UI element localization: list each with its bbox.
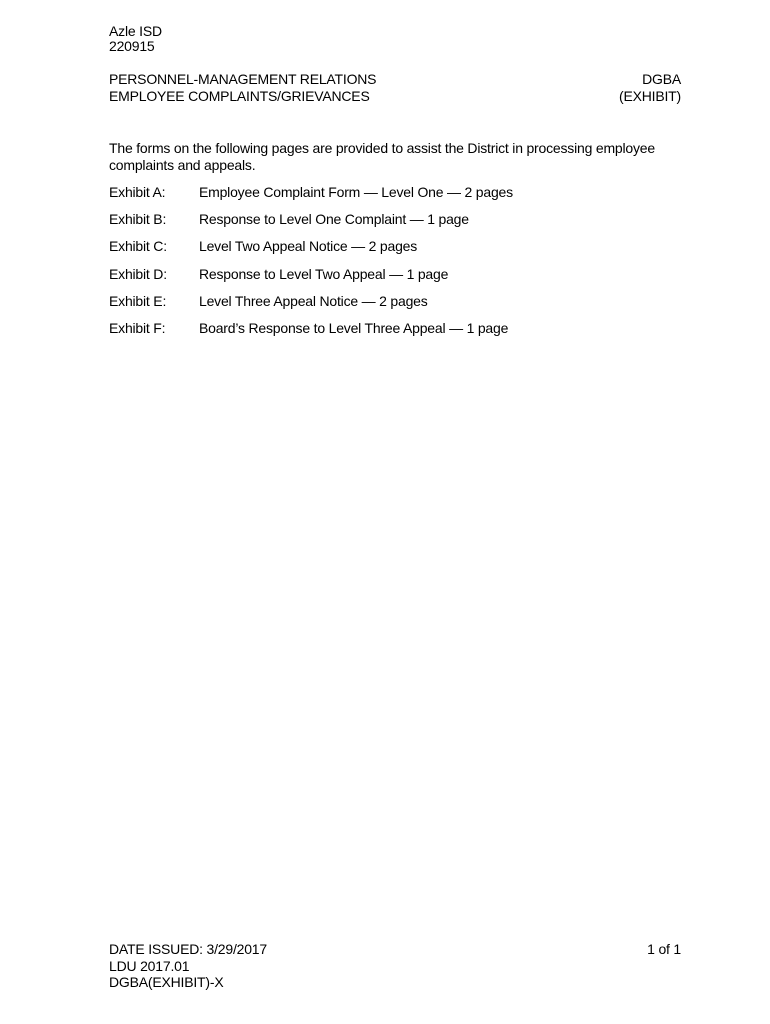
exhibit-list <box>109 184 689 347</box>
exhibit-description: Response to Level One Complaint — 1 page <box>199 211 469 228</box>
intro-paragraph: The forms on the following pages are provided to assist the District in processing employee complaints and appeals. <box>109 140 655 173</box>
exhibit-row-c <box>109 238 689 265</box>
exhibit-description: Level Two Appeal Notice — 2 pages <box>199 238 418 255</box>
exhibit-label: Exhibit A: <box>109 184 166 200</box>
policy-code: DGBA <box>642 71 681 87</box>
district-code: 220915 <box>109 38 155 54</box>
date-issued: DATE ISSUED: 3/29/2017 <box>109 941 267 957</box>
policy-section-title: PERSONNEL-MANAGEMENT RELATIONS <box>109 71 377 87</box>
exhibit-label: Exhibit C: <box>109 238 167 255</box>
ldu-version: LDU 2017.01 <box>109 958 190 974</box>
policy-type: (EXHIBIT) <box>619 88 681 104</box>
document-reference: DGBA(EXHIBIT)-X <box>109 974 224 990</box>
district-name: Azle ISD <box>109 23 162 39</box>
exhibit-label: Exhibit F: <box>109 319 166 336</box>
policy-subsection-title: EMPLOYEE COMPLAINTS/GRIEVANCES <box>109 88 370 104</box>
exhibit-row-e <box>109 293 689 320</box>
page-number: 1 of 1 <box>647 941 681 957</box>
exhibit-description: Level Three Appeal Notice — 2 pages <box>199 292 428 309</box>
exhibit-description: Board’s Response to Level Three Appeal — 1 page <box>199 319 509 336</box>
exhibit-description: Response to Level Two Appeal — 1 page <box>199 265 449 282</box>
exhibit-label: Exhibit B: <box>109 211 167 228</box>
exhibit-row-b <box>109 211 689 238</box>
exhibit-label: Exhibit E: <box>109 292 167 309</box>
exhibit-row-a <box>109 184 689 211</box>
exhibit-row-d <box>109 266 689 293</box>
exhibit-description: Employee Complaint Form — Level One — 2 pages <box>199 184 513 200</box>
exhibit-row-f <box>109 320 689 347</box>
exhibit-label: Exhibit D: <box>109 265 167 282</box>
